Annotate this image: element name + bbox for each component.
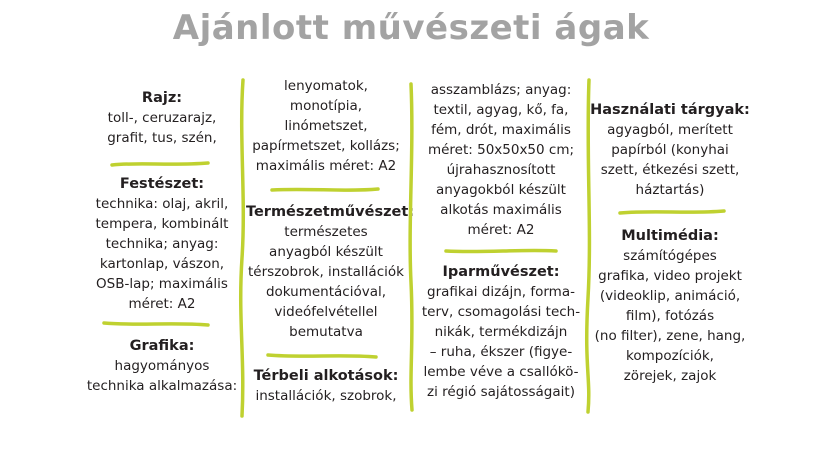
text-line: térszobrok, installációk (248, 264, 404, 280)
text-line: terv, csomagolási tech- (421, 304, 581, 320)
text-line: technika; anyag: (105, 236, 219, 252)
section-heading: Grafika: (129, 338, 195, 354)
section-iparmuveszet (418, 262, 584, 402)
section-terbeli-continued (418, 80, 584, 240)
text-line: zi régió sajátosságait) (427, 384, 575, 400)
text-line: lembe véve a csallókö- (423, 364, 579, 380)
page-title: Ajánlott művészeti ágak (172, 8, 650, 48)
separator-stroke (266, 352, 378, 360)
text-line: technika alkalmazása: (86, 378, 238, 394)
text-line: alkotás maximális (440, 202, 562, 218)
text-line: (videoklip, animáció, (599, 288, 741, 304)
section-grafika (86, 336, 238, 396)
text-line: zörejek, zajok (623, 368, 717, 384)
text-line: monotípia, (289, 98, 363, 114)
text-line: tempera, kombinált (95, 216, 229, 232)
text-line: maximális méret: A2 (255, 158, 397, 174)
section-multimedia (590, 226, 750, 386)
column-divider-1 (236, 78, 250, 418)
text-line: anyagokból készült (436, 182, 566, 198)
section-hasznalati-targyak (590, 100, 750, 200)
text-line: természetes (284, 224, 368, 240)
text-line: szett, étkezési szett, (600, 162, 740, 178)
text-line: grafikai dizájn, forma- (427, 284, 575, 300)
text-line: (no filter), zene, hang, (594, 328, 746, 344)
section-heading: Használati tárgyak: (590, 102, 750, 118)
section-grafika-continued (246, 76, 406, 176)
text-line: grafika, video projekt (598, 268, 742, 284)
text-line: film), fotózás (625, 308, 715, 324)
section-terbeli-alkotasok (246, 366, 406, 406)
section-heading: Természetművészet: (246, 204, 415, 220)
separator-stroke (618, 208, 726, 216)
text-line: asszamblázs; anyag: (430, 82, 572, 98)
text-line: számítógépes (623, 248, 717, 264)
section-festeszet (86, 174, 238, 314)
text-line: – ruha, ékszer (figye- (429, 344, 573, 360)
text-line: OSB-lap; maximális (96, 276, 228, 292)
text-line: lenyomatok, (284, 78, 368, 94)
text-line: papírmetszet, kollázs; (252, 138, 400, 154)
text-line: papírból (konyhai (611, 142, 729, 158)
section-heading: Térbeli alkotások: (253, 368, 399, 384)
section-heading: Iparművészet: (442, 264, 560, 280)
text-line: installációk, szobrok, (255, 388, 397, 404)
separator-stroke (110, 160, 210, 168)
text-line: grafit, tus, szén, (107, 130, 217, 146)
text-line: technika: olaj, akril, (95, 196, 229, 212)
section-heading: Rajz: (141, 90, 183, 106)
column-divider-3 (582, 78, 596, 414)
separator-stroke (444, 247, 558, 255)
section-heading: Festészet: (119, 176, 205, 192)
text-line: nikák, termékdizájn (434, 324, 568, 340)
text-line: toll-, ceruzarajz, (107, 110, 217, 126)
text-line: háztartás) (635, 182, 705, 198)
text-line: fém, drót, maximális (431, 122, 571, 138)
section-heading: Multimédia: (621, 228, 719, 244)
text-line: méret: A2 (467, 222, 535, 238)
text-line: méret: 50x50x50 cm; (427, 142, 575, 158)
text-line: textil, agyag, kő, fa, (433, 102, 569, 118)
text-line: bemutatva (289, 324, 363, 340)
text-line: anyagból készült (269, 244, 383, 260)
text-line: kartonlap, vászon, (99, 256, 225, 272)
text-line: dokumentációval, (265, 284, 387, 300)
column-divider-2 (404, 82, 418, 412)
text-line: linómetszet, (284, 118, 368, 134)
separator-stroke (270, 186, 380, 194)
text-line: hagyományos (114, 358, 210, 374)
text-line: kompozíciók, (626, 348, 714, 364)
section-termeszetmuveszet (246, 202, 415, 342)
text-line: méret: A2 (128, 296, 196, 312)
separator-stroke (102, 320, 210, 328)
section-rajz (86, 88, 238, 148)
text-line: újrahasznosított (446, 162, 556, 178)
text-line: videófelvétellel (274, 304, 378, 320)
text-line: agyagból, merített (607, 122, 733, 138)
